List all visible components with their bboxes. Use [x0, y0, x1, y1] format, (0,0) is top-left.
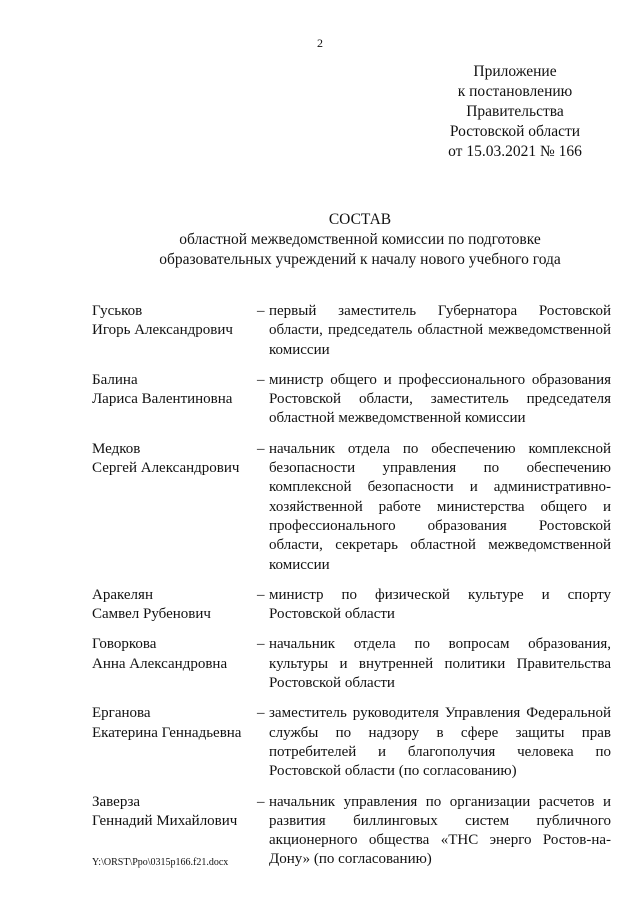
member-dash: –: [257, 371, 265, 388]
member-dash: –: [257, 636, 265, 653]
member-given-name: Екатерина Геннадьевна: [92, 724, 242, 741]
member-role: начальник отдела по вопросам образования, культуры и внутренней политики Правительства Ростовской области: [269, 636, 611, 692]
member-row: [92, 371, 612, 429]
member-dash: –: [257, 303, 265, 319]
member-name: [92, 704, 257, 743]
appendix-line: Приложение: [473, 63, 557, 80]
footer-file-path: Y:\ORST\Ppo\0315p166.f21.docx: [92, 857, 229, 868]
member-surname: Гуськов: [92, 303, 143, 319]
member-role: начальник отдела по обеспечению комплексной безопасности управления по обеспечению комплексной безопасности и административно-хозяйственной работе министерства общего и профессионального образования Ростовской области, секретарь областной межведомственной комиссии: [269, 440, 611, 573]
appendix-line: Ростовской области: [449, 123, 581, 140]
member-dash: –: [257, 793, 265, 810]
title-heading: СОСТАВ: [328, 211, 392, 228]
member-given-name: Геннадий Михайлович: [92, 812, 238, 829]
member-given-name: Сергей Александрович: [92, 460, 240, 477]
member-row: [92, 704, 612, 781]
member-role: министр по физической культуре и спорту Ростовской области: [269, 586, 611, 623]
member-surname: Медков: [92, 440, 141, 457]
member-given-name: Самвел Рубенович: [92, 606, 211, 623]
member-surname: Говоркова: [92, 636, 157, 653]
member-name: [92, 586, 257, 625]
title-line: образовательных учреждений к началу нового учебного года: [159, 251, 561, 268]
appendix-line: Правительства: [466, 103, 564, 120]
member-row: [92, 635, 612, 693]
appendix-line: к постановлению: [457, 83, 573, 100]
member-surname: Аракелян: [92, 586, 153, 603]
appendix-line: от 15.03.2021 № 166: [448, 143, 582, 160]
member-role: министр общего и профессионального образования Ростовской области, заместитель председателя областной межведомственной комиссии: [269, 371, 611, 427]
member-row: [92, 302, 612, 360]
member-row: [92, 586, 612, 625]
member-name: [92, 440, 257, 479]
member-name: [92, 302, 257, 341]
member-given-name: Лариса Валентиновна: [92, 391, 233, 408]
title-line: областной межведомственной комиссии по подготовке: [179, 231, 541, 248]
page-number: 2: [317, 36, 323, 50]
document-title: [40, 210, 640, 270]
member-dash: –: [257, 586, 265, 603]
member-dash: –: [257, 705, 265, 722]
member-given-name: Анна Александровна: [92, 655, 228, 672]
members-list: [92, 302, 612, 881]
member-surname: Балина: [92, 371, 138, 388]
member-name: [92, 635, 257, 674]
member-name: [92, 371, 257, 410]
member-role: первый заместитель Губернатора Ростовской области, председатель областной межведомственной комиссии: [269, 303, 611, 358]
member-given-name: Игорь Александрович: [92, 322, 233, 339]
member-role: заместитель руководителя Управления Федеральной службы по надзору в сфере защиты прав потребителей и благополучия человека по Ростовской области (по согласованию): [269, 705, 611, 780]
member-row: [92, 440, 612, 575]
appendix-block: [440, 62, 590, 162]
member-surname: Ерганова: [92, 705, 151, 722]
member-role: начальник управления по организации расчетов и развития биллинговых систем публичного акционерного общества «ТНС энерго Ростов-на-Дону» (по согласованию): [269, 793, 611, 868]
member-surname: Заверза: [92, 793, 141, 810]
member-dash: –: [257, 440, 265, 457]
member-name: [92, 793, 257, 832]
